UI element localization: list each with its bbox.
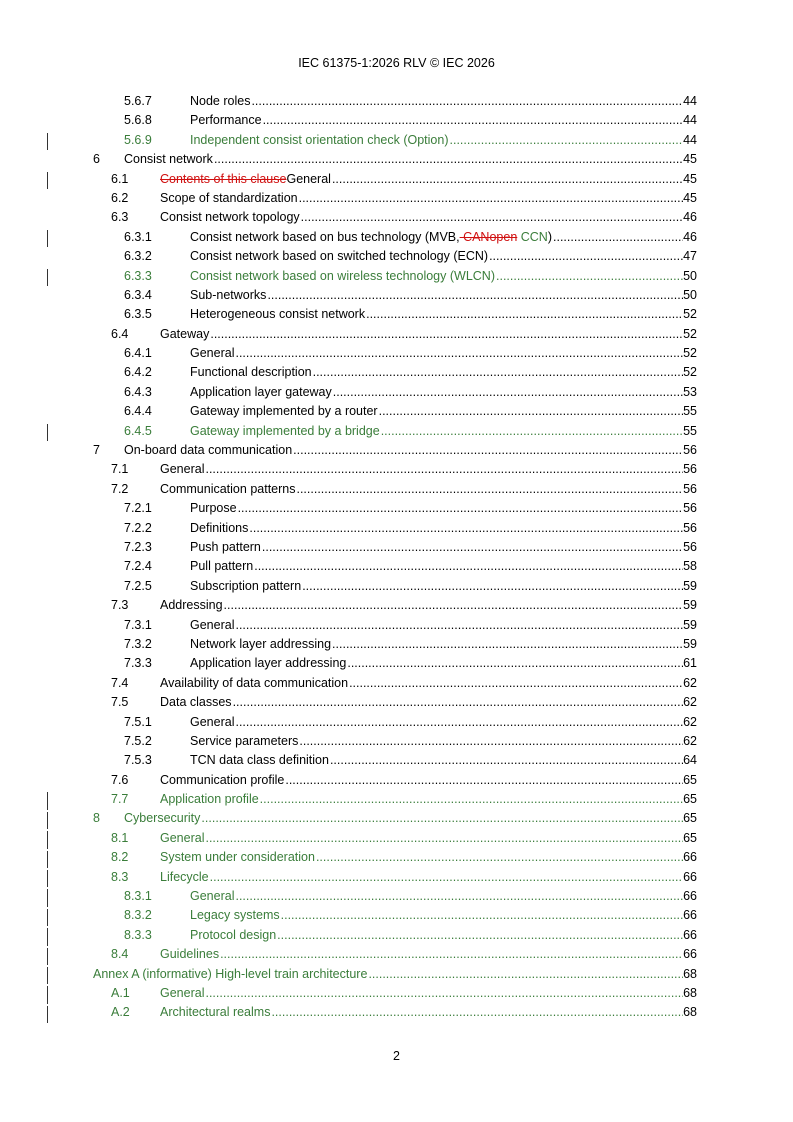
toc-entry-page: 45 [683,152,697,167]
toc-entry-title: General ..... 52 [190,344,697,363]
dot-leader [285,771,683,790]
toc-entry[interactable] [0,965,793,984]
toc-entry-title: Independent consist orientation check (Option) ..... 44 [190,131,697,150]
toc-entry-title: Performance ..... 44 [190,111,697,130]
toc-entry-page: 59 [683,636,697,651]
toc-entry-number: 7 [93,443,100,458]
toc-entry-number: 7.2.2 [124,520,152,535]
dot-leader [251,92,683,111]
dot-leader [224,596,684,615]
change-bar [47,269,48,286]
toc-entry[interactable] [0,771,793,790]
toc-entry-title: Annex A (informative) High-level train architecture ..... 68 [93,965,697,984]
toc-entry-title: Communication patterns ..... 56 [160,480,697,499]
change-bar [47,133,48,150]
toc-entry-number: 6.4.1 [124,346,152,361]
toc-entry-page: 66 [683,869,697,884]
toc-entry-title: Architectural realms ..... 68 [160,1003,697,1022]
toc-entry[interactable] [0,596,793,615]
toc-entry[interactable] [0,402,793,421]
change-bar [47,1006,48,1023]
toc-entry-number: 7.1 [111,462,129,477]
toc-entry-number: 8.3 [111,869,129,884]
dot-leader [205,829,683,848]
toc-entry-title: Availability of data communication ..... 62 [160,674,697,693]
change-bar [47,967,48,984]
toc-entry-title: General ..... 68 [160,984,697,1003]
change-bar [47,424,48,441]
dot-leader [496,267,683,286]
toc-entry[interactable] [0,111,793,130]
toc-entry[interactable] [0,616,793,635]
toc-entry-title: Heterogeneous consist network ..... 52 [190,305,697,324]
dot-leader [379,402,684,421]
toc-entry-page: 50 [683,287,697,302]
toc-entry-title: Application layer gateway ..... 53 [190,383,697,402]
dot-leader [210,868,683,887]
toc-entry-number: 6 [93,152,100,167]
toc-entry-number: 8.4 [111,947,129,962]
dot-leader [235,713,683,732]
toc-entry-title-text: Consist network based on bus technology (MVB, [190,229,460,244]
toc-entry-page: 44 [683,113,697,128]
dot-leader [267,286,683,305]
toc-entry-page: 68 [683,966,697,981]
toc-entry[interactable] [0,150,793,169]
inserted-text: CCN [517,229,548,244]
deleted-text: CANopen [459,229,518,244]
change-bar [47,889,48,906]
toc-entry-title: Definitions ..... 56 [190,519,697,538]
dot-leader [330,751,683,770]
toc-entry-page: 56 [683,443,697,458]
toc-entry-page: 66 [683,927,697,942]
toc-entry-page: 45 [683,190,697,205]
toc-entry[interactable] [0,732,793,751]
toc-entry-title: Network layer addressing ..... 59 [190,635,697,654]
toc-entry-page: 50 [683,268,697,283]
dot-leader [293,441,683,460]
toc-entry-page: 44 [683,94,697,108]
toc-entry-title: Sub-networks ..... 50 [190,286,697,305]
toc-entry[interactable] [0,170,793,189]
change-bar [47,172,48,189]
toc-entry-number: 7.7 [111,792,129,807]
dot-leader [220,945,683,964]
dot-leader [205,984,683,1003]
toc-entry-title: Cybersecurity ..... 65 [124,809,697,828]
toc-entry-page: 59 [683,598,697,613]
toc-entry-number: 8 [93,811,100,826]
dot-leader [235,344,683,363]
dot-leader [254,557,683,576]
toc-entry[interactable] [0,480,793,499]
toc-entry-title-end: ) [547,229,553,244]
toc-entry-page: 58 [683,559,697,574]
toc-entry-number: 6.4.5 [124,423,152,438]
toc-entry-number: A.2 [111,1005,130,1020]
toc-entry-title-text: General [286,171,331,186]
toc-entry-page: 56 [683,462,697,477]
toc-entry-page: 53 [683,384,697,399]
toc-entry-page: 68 [683,1005,697,1020]
toc-entry-number: A.1 [111,985,130,1000]
toc-entry-title: Guidelines ..... 66 [160,945,697,964]
toc-entry[interactable] [0,208,793,227]
toc-entry-page: 64 [683,753,697,768]
toc-entry[interactable] [0,868,793,887]
toc-entry-number: 7.6 [111,772,129,787]
dot-leader [349,674,683,693]
dot-leader [277,926,683,945]
change-bar [47,851,48,868]
toc-entry-number: 7.4 [111,675,129,690]
toc-entry[interactable] [0,926,793,945]
toc-entry-title: General ..... 59 [190,616,697,635]
toc-entry-number: 7.5 [111,695,129,710]
dot-leader [332,170,683,189]
toc-entry-page: 46 [683,210,697,225]
toc-entry-title: General ..... 62 [190,713,697,732]
dot-leader [271,1003,683,1022]
toc-entry-number: 6.4.4 [124,404,152,419]
toc-entry-title: Communication profile ..... 65 [160,771,697,790]
toc-entry-page: 52 [683,326,697,341]
toc-entry-page: 61 [683,656,697,671]
change-bar [47,812,48,829]
toc-entry-page: 46 [683,229,697,244]
dot-leader [235,887,683,906]
toc-entry[interactable] [0,499,793,518]
toc-entry[interactable] [0,538,793,557]
toc-entry-number: 7.3.3 [124,656,152,671]
toc-entry[interactable] [0,363,793,382]
toc-entry-page: 47 [683,249,697,264]
toc-entry-page: 55 [683,404,697,419]
change-bar [47,948,48,965]
dot-leader [205,460,683,479]
toc-entry-number: 8.3.1 [124,889,152,904]
toc-entry[interactable] [0,906,793,925]
dot-leader [302,577,683,596]
toc-entry-title: General ..... 66 [190,887,697,906]
change-bar [47,986,48,1003]
toc-entry-page: 56 [683,539,697,554]
change-bar [47,831,48,848]
toc-entry-number: 7.3.2 [124,636,152,651]
table-of-contents [0,92,793,1023]
toc-entry-title: General ..... 56 [160,460,697,479]
toc-entry[interactable] [0,92,793,111]
toc-entry-title: Lifecycle ..... 66 [160,868,697,887]
dot-leader [450,131,684,150]
dot-leader [296,480,683,499]
toc-entry-number: 7.3 [111,598,129,613]
toc-entry-page: 59 [683,617,697,632]
toc-entry-number: 8.3.2 [124,908,152,923]
toc-entry-title: Gateway implemented by a router ..... 55 [190,402,697,421]
toc-entry-title: Data classes ..... 62 [160,693,697,712]
toc-entry-page: 65 [683,830,697,845]
toc-entry-title: Consist network based on switched technology (ECN) ..... 47 [190,247,697,266]
toc-entry-title: Legacy systems ..... 66 [190,906,697,925]
toc-entry-title [190,228,697,247]
toc-entry[interactable] [0,577,793,596]
toc-entry[interactable] [0,383,793,402]
toc-entry-page: 52 [683,365,697,380]
dot-leader [299,189,684,208]
toc-entry-number: 6.2 [111,190,129,205]
toc-entry[interactable] [0,519,793,538]
toc-entry[interactable] [0,635,793,654]
toc-entry-page: 44 [683,132,697,147]
toc-entry-page: 62 [683,714,697,729]
toc-entry[interactable] [0,131,793,150]
toc-entry[interactable] [0,713,793,732]
deleted-text: Contents of this clause [160,171,287,186]
toc-entry-number: 6.4 [111,326,129,341]
toc-entry[interactable] [0,305,793,324]
toc-entry-title: Gateway implemented by a bridge ..... 55 [190,422,697,441]
toc-entry-page: 59 [683,578,697,593]
page-header: IEC 61375-1:2026 RLV © IEC 2026 [298,56,495,70]
dot-leader [316,848,683,867]
toc-entry[interactable] [0,674,793,693]
toc-entry[interactable] [0,1003,793,1022]
dot-leader [281,906,683,925]
toc-entry-number: 7.5.1 [124,714,152,729]
dot-leader [214,150,683,169]
toc-entry-title: Service parameters ..... 62 [190,732,697,751]
toc-entry-number: 6.4.2 [124,365,152,380]
toc-entry[interactable] [0,286,793,305]
toc-entry-number: 6.3.4 [124,287,152,302]
toc-entry-number: 6.3.3 [124,268,152,283]
toc-entry-title: Consist network topology ..... 46 [160,208,697,227]
toc-entry-number: 7.2 [111,481,129,496]
toc-entry-title: On-board data communication ..... 56 [124,441,697,460]
toc-entry-title: Node roles ..... 44 [190,92,697,111]
toc-entry-page: 65 [683,792,697,807]
toc-entry-title: Application profile ..... 65 [160,790,697,809]
toc-entry[interactable] [0,693,793,712]
toc-entry-page: 56 [683,481,697,496]
toc-entry-title: Scope of standardization ..... 45 [160,189,697,208]
toc-entry[interactable] [0,247,793,266]
toc-entry[interactable] [0,460,793,479]
toc-entry-title: Gateway ..... 52 [160,325,697,344]
toc-entry-page: 55 [683,423,697,438]
toc-entry-page: 62 [683,695,697,710]
dot-leader [299,732,683,751]
toc-entry-number: 8.1 [111,830,129,845]
toc-entry-page: 66 [683,889,697,904]
toc-entry[interactable] [0,189,793,208]
toc-entry[interactable] [0,984,793,1003]
toc-entry-title: Consist network based on wireless technology (WLCN) ..... 50 [190,267,697,286]
toc-entry-page: 66 [683,908,697,923]
toc-entry-title: Purpose ..... 56 [190,499,697,518]
toc-entry-page: 52 [683,307,697,322]
toc-entry-number: 7.2.3 [124,539,152,554]
dot-leader [260,790,683,809]
toc-entry-title: Application layer addressing ..... 61 [190,654,697,673]
toc-entry[interactable] [0,344,793,363]
toc-entry[interactable] [0,267,793,286]
toc-entry[interactable] [0,557,793,576]
dot-leader [333,383,683,402]
toc-entry-number: 6.3.5 [124,307,152,322]
toc-entry-page: 45 [683,171,697,186]
toc-entry-title: General ..... 65 [160,829,697,848]
toc-entry-title: Subscription pattern ..... 59 [190,577,697,596]
toc-entry-page: 66 [683,947,697,962]
toc-entry-page: 65 [683,772,697,787]
toc-entry[interactable] [0,887,793,906]
toc-entry-page: 62 [683,675,697,690]
dot-leader [489,247,683,266]
toc-entry-page: 66 [683,850,697,865]
change-bar [47,928,48,945]
toc-entry-number: 5.6.7 [124,94,152,108]
change-bar [47,870,48,887]
dot-leader [301,208,683,227]
toc-entry-page: 68 [683,985,697,1000]
toc-entry[interactable] [0,325,793,344]
toc-entry-page: 52 [683,346,697,361]
toc-entry[interactable] [0,790,793,809]
toc-entry-number: 5.6.8 [124,113,152,128]
dot-leader [347,654,683,673]
toc-entry-number: 6.3.1 [124,229,152,244]
change-bar [47,909,48,926]
toc-entry-number: 5.6.9 [124,132,152,147]
toc-entry[interactable] [0,809,793,828]
toc-entry-number: 7.5.2 [124,733,152,748]
toc-entry[interactable] [0,441,793,460]
toc-entry-number: 7.2.5 [124,578,152,593]
change-bar [47,230,48,247]
toc-entry-number: 8.2 [111,850,129,865]
toc-entry-page: 56 [683,501,697,516]
dot-leader [249,519,683,538]
toc-entry[interactable] [0,751,793,770]
dot-leader [313,363,683,382]
toc-entry-title [160,170,697,189]
dot-leader [210,325,683,344]
toc-entry-title: Addressing ..... 59 [160,596,697,615]
toc-entry-title: Push pattern ..... 56 [190,538,697,557]
toc-entry[interactable] [0,848,793,867]
toc-entry-title: Pull pattern ..... 58 [190,557,697,576]
toc-entry-number: 7.2.4 [124,559,152,574]
toc-entry[interactable] [0,228,793,247]
toc-entry-page: 65 [683,811,697,826]
dot-leader [263,111,684,130]
dot-leader [262,538,683,557]
toc-entry-number: 6.1 [111,171,129,186]
dot-leader [238,499,684,518]
toc-entry-number: 7.2.1 [124,501,152,516]
dot-leader [553,228,683,247]
toc-entry[interactable] [0,654,793,673]
toc-entry-page: 62 [683,733,697,748]
toc-entry-number: 6.4.3 [124,384,152,399]
toc-entry-number: 6.3.2 [124,249,152,264]
dot-leader [235,616,683,635]
toc-entry-title: Functional description ..... 52 [190,363,697,382]
toc-entry-title: TCN data class definition ..... 64 [190,751,697,770]
dot-leader [381,422,683,441]
change-bar [47,792,48,809]
dot-leader [368,965,683,984]
page-number: 2 [393,1049,400,1063]
dot-leader [233,693,684,712]
toc-entry-title: Protocol design ..... 66 [190,926,697,945]
dot-leader [201,809,683,828]
toc-entry-page: 56 [683,520,697,535]
toc-entry-title: Consist network ..... 45 [124,150,697,169]
toc-entry[interactable] [0,829,793,848]
toc-entry-number: 7.5.3 [124,753,152,768]
toc-entry-title: System under consideration ..... 66 [160,848,697,867]
dot-leader [332,635,683,654]
toc-entry-number: 6.3 [111,210,129,225]
toc-entry[interactable] [0,945,793,964]
toc-entry[interactable] [0,422,793,441]
toc-entry-number: 7.3.1 [124,617,152,632]
toc-entry-number: 8.3.3 [124,927,152,942]
dot-leader [366,305,683,324]
